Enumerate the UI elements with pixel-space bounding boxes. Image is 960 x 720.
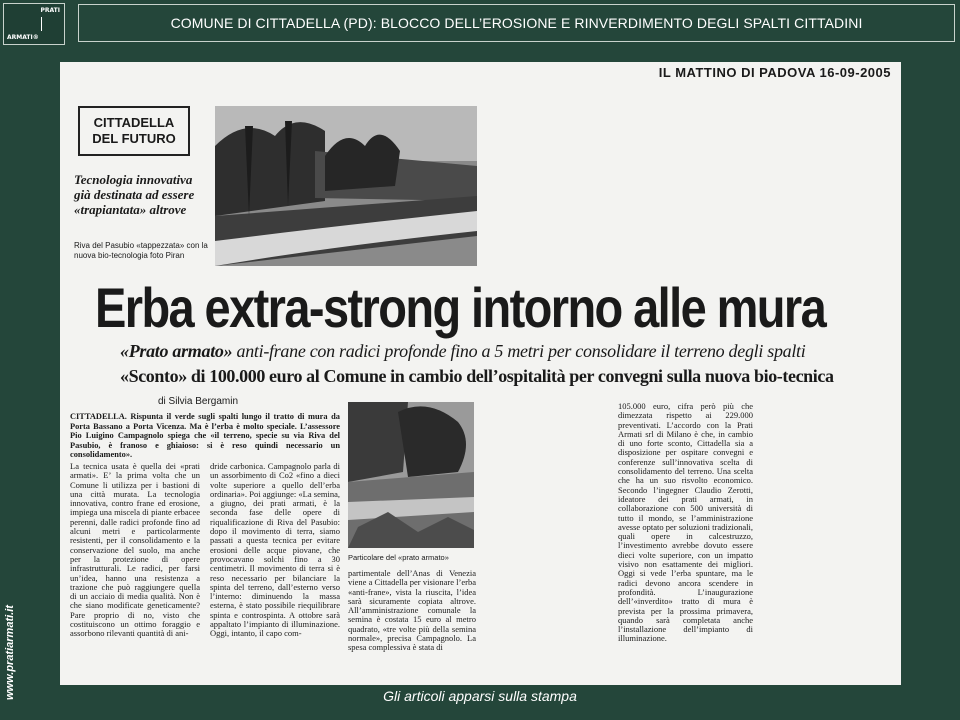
logo-divider [41,17,42,31]
article-deck [74,172,209,217]
prato-armato-photo [348,402,474,548]
kicker-line-1: CITTADELLA [93,115,175,130]
website-url: www.pratiarmati.it [4,605,16,700]
city-walls-photo [215,106,477,266]
subheadline-1-lead: «Prato armato» [120,341,233,361]
kicker-line-2: DEL FUTURO [92,131,176,146]
city-walls-photo-image [215,106,477,266]
slide-caption: Gli articoli apparsi sulla stampa [383,688,577,704]
body-column-4: 105.000 euro, cifra però più che dimezzata rispetto ai 229.000 preventivati. L’accordo con la Prati Armati srl di Milano è che, in cambio di uno forte sconto, Cittadella sia a disposizione per ospitare convegni e conferenze sull’innovativa scelta di consolidamento del terreno. Una scelta che ha un suo risvolto economico. Secondo l’ingegner Claudio Zerotti, ideatore dei prati armati, in collaborazione con 500 università di tutto il mondo, se l’amministrazione avesse optato per soluzioni tradizionali, quali opere in calcestruzzo, l’investimento avrebbe dovuto essere dieci volte superiore, con un impatto visivo non esattamente dei migliori. Oggi si vede l’erba spuntare, ma le radici devono ancora scendere in profondità. L’inaugurazione dell’«inverdito» tratto di mura è prevista per la prossima primavera, quando sarà completata anche l’installazione dell’impianto di illuminazione. [618,402,753,644]
byline: di Silvia Bergamin [158,396,239,407]
deck-line-3: «trapiantata» altrove [74,202,187,217]
body-column-2: dride carbonica. Campagnolo parla di un assorbimento di Co2 «fino a dieci volte superiore a quello dell’erba ordinaria». Poi aggiunge: «La semina, a giugno, dei prati armati, è la seconda fase delle opere di riqualificazione di Riva del Pasubio: dopo il movimento di terra, siamo passati a questa tecnica per evitare erosioni delle acque piovane, che provocavano solchi fino a 30 centimetri. Il movimento di terra si è reso necessario per bilanciare la spinta del terreno, dall’esterno verso l’interno: diminuendo la massa esterna, è stato possibile riequilibrare spinta e controspinta. A ottobre sarà appaltato l’impianto di illuminazione. Oggi, intanto, il capo com- [210,462,340,639]
body-column-3: partimentale dell’Anas di Venezia viene a Cittadella per visionare l’erba «anti-frane», vista la riuscita, l’idea sarà sicuramente copiata altrove. All’amministrazione comunale la semina è costata 15 euro al metro quadrato, «tre volte più della semina normale», precisa Campagnolo. La spesa complessiva è stata di [348,569,476,653]
headline: Erba extra-strong intorno alle mura [95,276,826,339]
logo-text-bottom: ARMATI® [7,34,39,41]
subheadline-1 [120,341,900,362]
photo-caption: Riva del Pasubio «tappezzata» con la nuova bio-tecnologia foto Piran [74,241,208,260]
logo-text-top: PRATI [40,7,60,14]
body-column-1: La tecnica usata è quella dei «prati armati». E’ la prima volta che un Comune li utilizza per i bastioni di una città murata. La tecnologia innovativa, contro frane ed erosione, impiega una miscela di piante erbacee perenni, dalle radici profonde fino ad alcuni metri e particolarmente resistenti, per il consolidamento e la conservazione del suolo, ma anche per la protezione di opere infrastrutturali. Le radici, per farsi un’idea, hanno una resistenza a trazione che può raggiungere quella di un acciaio di media qualità. Non è che siano modificate geneticamente? Pare proprio di no, visto che costituiscono un ottimo foraggio e assorbono rilevanti quantità di ani- [70,462,200,639]
newspaper-clipping [60,62,901,685]
publication-dateline: IL MATTINO DI PADOVA 16-09-2005 [658,65,891,80]
section-kicker [78,106,190,156]
prato-armato-photo-image [348,402,474,548]
deck-line-2: già destinata ad essere [74,187,195,202]
prati-armati-logo [3,3,65,45]
lead-paragraph: CITTADELLA. Rispunta il verde sugli spalti lungo il tratto di mura da Porta Bassano a Porta Vicenza. Ma è l’erba è molto speciale. L’assessore Pio Luigino Campagnolo spiega che «il terreno, specie su via Riva del Pasubio, è franoso e ghiaioso: si è reso quindi necessario un consolidamento». [70,412,340,460]
photo-caption-2: Particolare del «prato armato» [348,553,449,562]
subheadline-2: «Sconto» di 100.000 euro al Comune in cambio dell’ospitalità per convegni sulla nuova bio-tecnica [120,366,834,386]
subheadline-1-rest: anti-frane con radici profonde fino a 5 metri per consolidare il terreno degli spalti [232,341,806,361]
deck-line-1: Tecnologia innovativa [74,172,193,187]
slide-title: COMUNE DI CITTADELLA (PD): BLOCCO DELL’EROSIONE E RINVERDIMENTO DEGLI SPALTI CITTADINI [78,4,955,42]
